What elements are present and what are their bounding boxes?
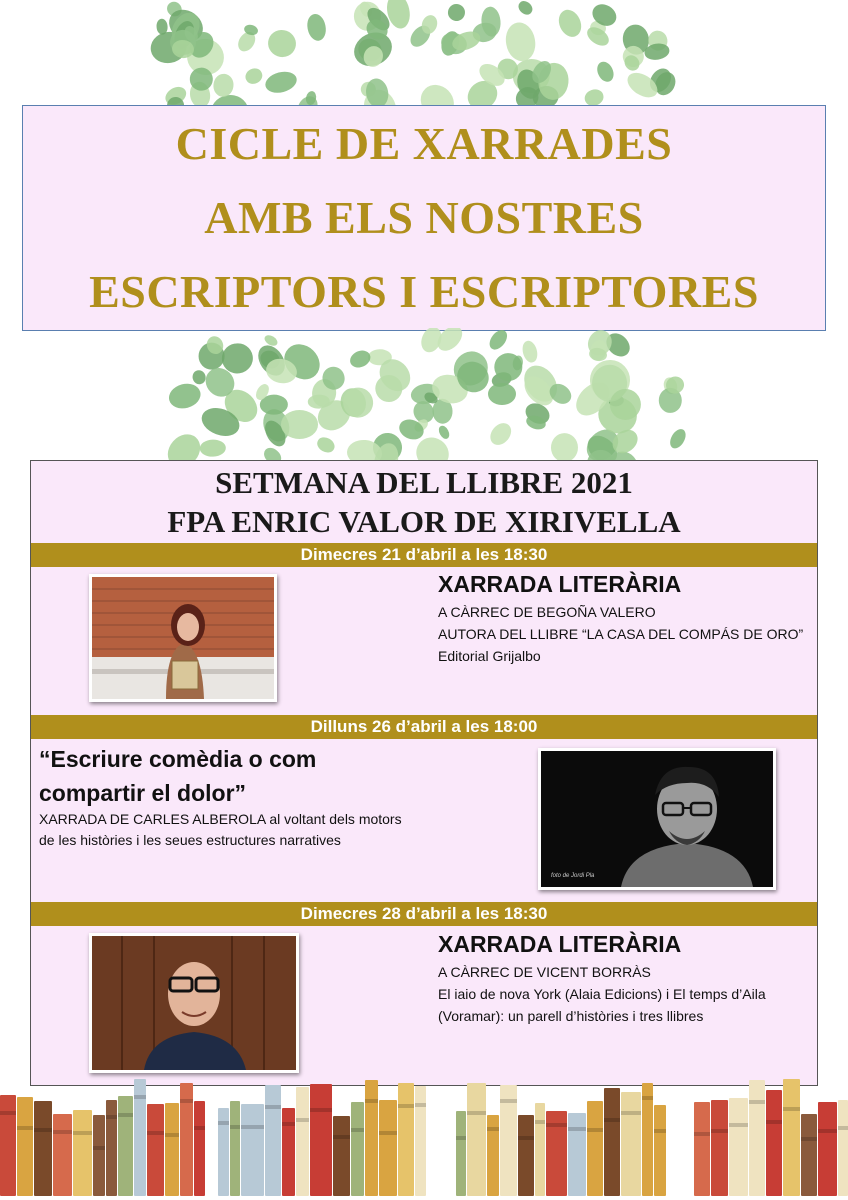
event-2-line-2: de les històries i les seues estructures narratives [39, 832, 341, 848]
event-3-author-photo [89, 933, 299, 1073]
book-spine [535, 1103, 545, 1196]
book-spine-band [351, 1128, 364, 1132]
book-spine-band [241, 1125, 264, 1129]
leaf-shape [516, 0, 535, 17]
book-spine [766, 1090, 782, 1196]
leaf-shape [551, 433, 579, 462]
event-1-title: XARRADA LITERÀRIA [438, 571, 682, 597]
event-3-title: XARRADA LITERÀRIA [438, 931, 682, 957]
book-spine [729, 1098, 748, 1196]
leaf-shape [486, 419, 515, 449]
title-line-1: CICLE DE XARRADES [175, 118, 673, 169]
leaves-decoration-top [150, 0, 690, 110]
event-3-line-1: A CÀRREC DE VICENT BORRÀS [438, 964, 651, 980]
leaf-shape [521, 339, 540, 364]
book-spine-band [642, 1096, 653, 1100]
book-spine-band [0, 1111, 16, 1115]
event-1-line-2: AUTORA DEL LLIBRE “LA CASA DEL COMPÁS DE ORO” [438, 626, 804, 642]
book-spine [568, 1113, 586, 1196]
book-spine-band [487, 1127, 499, 1131]
book-spine [265, 1085, 281, 1196]
book-spine [467, 1083, 486, 1196]
leaf-shape [200, 440, 226, 458]
event-2-title-line-1: “Escriure comèdia o com [39, 746, 317, 772]
book-spine [818, 1102, 837, 1196]
book-spine-band [749, 1100, 765, 1104]
book-spine-band [333, 1135, 350, 1139]
event-2-line-1: XARRADA DE CARLES ALBEROLA al voltant dels motors [39, 811, 402, 827]
book-spine-band [180, 1099, 193, 1103]
leaf-shape [243, 66, 265, 87]
book-spine-band [587, 1128, 603, 1132]
book-spine-band [838, 1126, 848, 1130]
book-spine [379, 1100, 397, 1196]
book-spine [456, 1111, 466, 1196]
book-spine-band [818, 1129, 837, 1133]
leaf-shape [417, 328, 445, 356]
book-spine-band [801, 1137, 817, 1141]
leaf-shape [447, 2, 467, 21]
book-spine-band [729, 1123, 748, 1127]
leaf-shape [161, 427, 207, 463]
book-spine-band [365, 1099, 378, 1103]
leaf-shape [486, 328, 511, 353]
book-spine-band [265, 1105, 281, 1109]
book-spine-band [766, 1120, 782, 1124]
book-spine [654, 1105, 666, 1196]
book-spine [218, 1108, 229, 1196]
book-spine [642, 1083, 653, 1196]
book-spine-band [456, 1136, 466, 1140]
book-spine [296, 1087, 309, 1196]
book-spine [749, 1080, 765, 1196]
book-spine [194, 1101, 205, 1196]
events-panel [30, 460, 818, 1086]
book-spine [415, 1086, 426, 1196]
title-line-2: AMB ELS NOSTRES [204, 192, 644, 243]
book-spine-band [147, 1131, 164, 1135]
book-spine [500, 1085, 517, 1196]
book-spine-band [282, 1122, 295, 1126]
leaf-shape [212, 72, 235, 97]
book-spine [694, 1102, 710, 1196]
book-spine-band [34, 1128, 52, 1132]
leaf-shape [155, 18, 167, 35]
book-spine-band [546, 1123, 567, 1127]
book-spine-band [379, 1131, 397, 1135]
book-spine [241, 1104, 264, 1196]
books-decoration [0, 1078, 848, 1200]
title-box [22, 105, 826, 331]
event-3-line-2: El iaio de nova York (Alaia Edicions) i El temps d’Aila [438, 986, 766, 1002]
heading-line-1: SETMANA DEL LLIBRE 2021 [215, 465, 633, 500]
book-spine [34, 1101, 52, 1196]
book-spine [801, 1114, 817, 1196]
book-spine [398, 1083, 414, 1196]
book-spine-band [230, 1125, 240, 1129]
book-spine-band [654, 1129, 666, 1133]
event-3-line-3: (Voramar): un parell d’històries i tres llibres [438, 1008, 704, 1024]
leaf-shape [189, 67, 213, 91]
book-spine-band [194, 1126, 205, 1130]
leaf-shape [281, 410, 319, 439]
book-spine [621, 1092, 641, 1196]
title-line-3: ESCRIPTORS I ESCRIPTORES [89, 266, 759, 317]
book-spine-band [296, 1118, 309, 1122]
leaf-shape [594, 59, 616, 84]
event-2-photo-credit: foto de Jordi Pla [551, 873, 595, 879]
book-spine-band [165, 1133, 179, 1137]
leaf-shape [666, 426, 688, 451]
book-spine [106, 1100, 117, 1196]
book-spine [783, 1079, 800, 1196]
book-spine-band [467, 1111, 486, 1115]
book-spine-band [53, 1130, 72, 1134]
leaves-decoration-bottom [150, 328, 690, 463]
book-spine [333, 1116, 350, 1196]
book-spine [180, 1083, 193, 1196]
book-spine-band [118, 1113, 133, 1117]
leaf-shape [263, 68, 299, 96]
leaf-shape [264, 26, 299, 61]
book-spine [587, 1101, 603, 1196]
book-spine [365, 1080, 378, 1196]
book-spine-band [694, 1132, 710, 1136]
book-spine [487, 1115, 499, 1196]
book-spine-band [17, 1126, 33, 1130]
heading-line-2: FPA ENRIC VALOR DE XIRIVELLA [167, 504, 681, 539]
book-spine-band [218, 1121, 229, 1125]
book-spine-band [106, 1115, 117, 1119]
book-spine-band [535, 1120, 545, 1124]
event-2-author-photo [538, 748, 776, 890]
book-spine [17, 1097, 33, 1196]
book-spine-band [518, 1136, 534, 1140]
leaf-shape [167, 380, 204, 411]
book-spine [310, 1084, 332, 1196]
book-spine [118, 1096, 133, 1196]
book-spine [604, 1088, 620, 1196]
book-spine [518, 1115, 534, 1196]
book-spine-band [310, 1108, 332, 1112]
event-2-title-line-2: compartir el dolor” [39, 780, 247, 806]
book-spine-band [134, 1095, 146, 1099]
event-1-author-photo [89, 574, 277, 702]
book-spine-band [398, 1104, 414, 1108]
book-spine [711, 1100, 728, 1196]
event-1-line-1: A CÀRREC DE BEGOÑA VALERO [438, 604, 656, 620]
book-spine-band [621, 1111, 641, 1115]
leaf-shape [555, 6, 586, 40]
leaf-shape [584, 24, 612, 50]
book-spine [0, 1095, 16, 1196]
book-spine-band [415, 1103, 426, 1107]
leaf-shape [502, 20, 538, 63]
event-1-line-3: Editorial Grijalbo [438, 648, 541, 664]
book-spine [93, 1115, 105, 1196]
book-spine [53, 1114, 72, 1196]
event-1-date-bar: Dimecres 21 d’abril a les 18:30 [31, 543, 817, 567]
book-spine [351, 1102, 364, 1196]
event-3-date-bar: Dimecres 28 d’abril a les 18:30 [31, 902, 817, 926]
book-spine-band [711, 1129, 728, 1133]
book-spine [134, 1079, 146, 1196]
book-spine-band [783, 1107, 800, 1111]
leaf-shape [315, 435, 337, 456]
book-spine [73, 1110, 92, 1196]
book-spine-band [568, 1127, 586, 1131]
book-spine [546, 1111, 567, 1196]
leaf-shape [610, 389, 641, 420]
leaf-shape [348, 347, 373, 370]
leaf-shape [305, 13, 328, 43]
book-spine-band [93, 1146, 105, 1150]
book-spine-band [73, 1131, 92, 1135]
book-spine-band [500, 1099, 517, 1103]
event-2-date-bar: Dilluns 26 d’abril a les 18:00 [31, 715, 817, 739]
book-spine [230, 1101, 240, 1196]
book-spine [147, 1104, 164, 1196]
leaf-shape [488, 383, 516, 405]
book-spine-band [604, 1118, 620, 1122]
book-spine [165, 1103, 179, 1196]
book-spine [282, 1108, 295, 1196]
book-spine [838, 1100, 848, 1196]
